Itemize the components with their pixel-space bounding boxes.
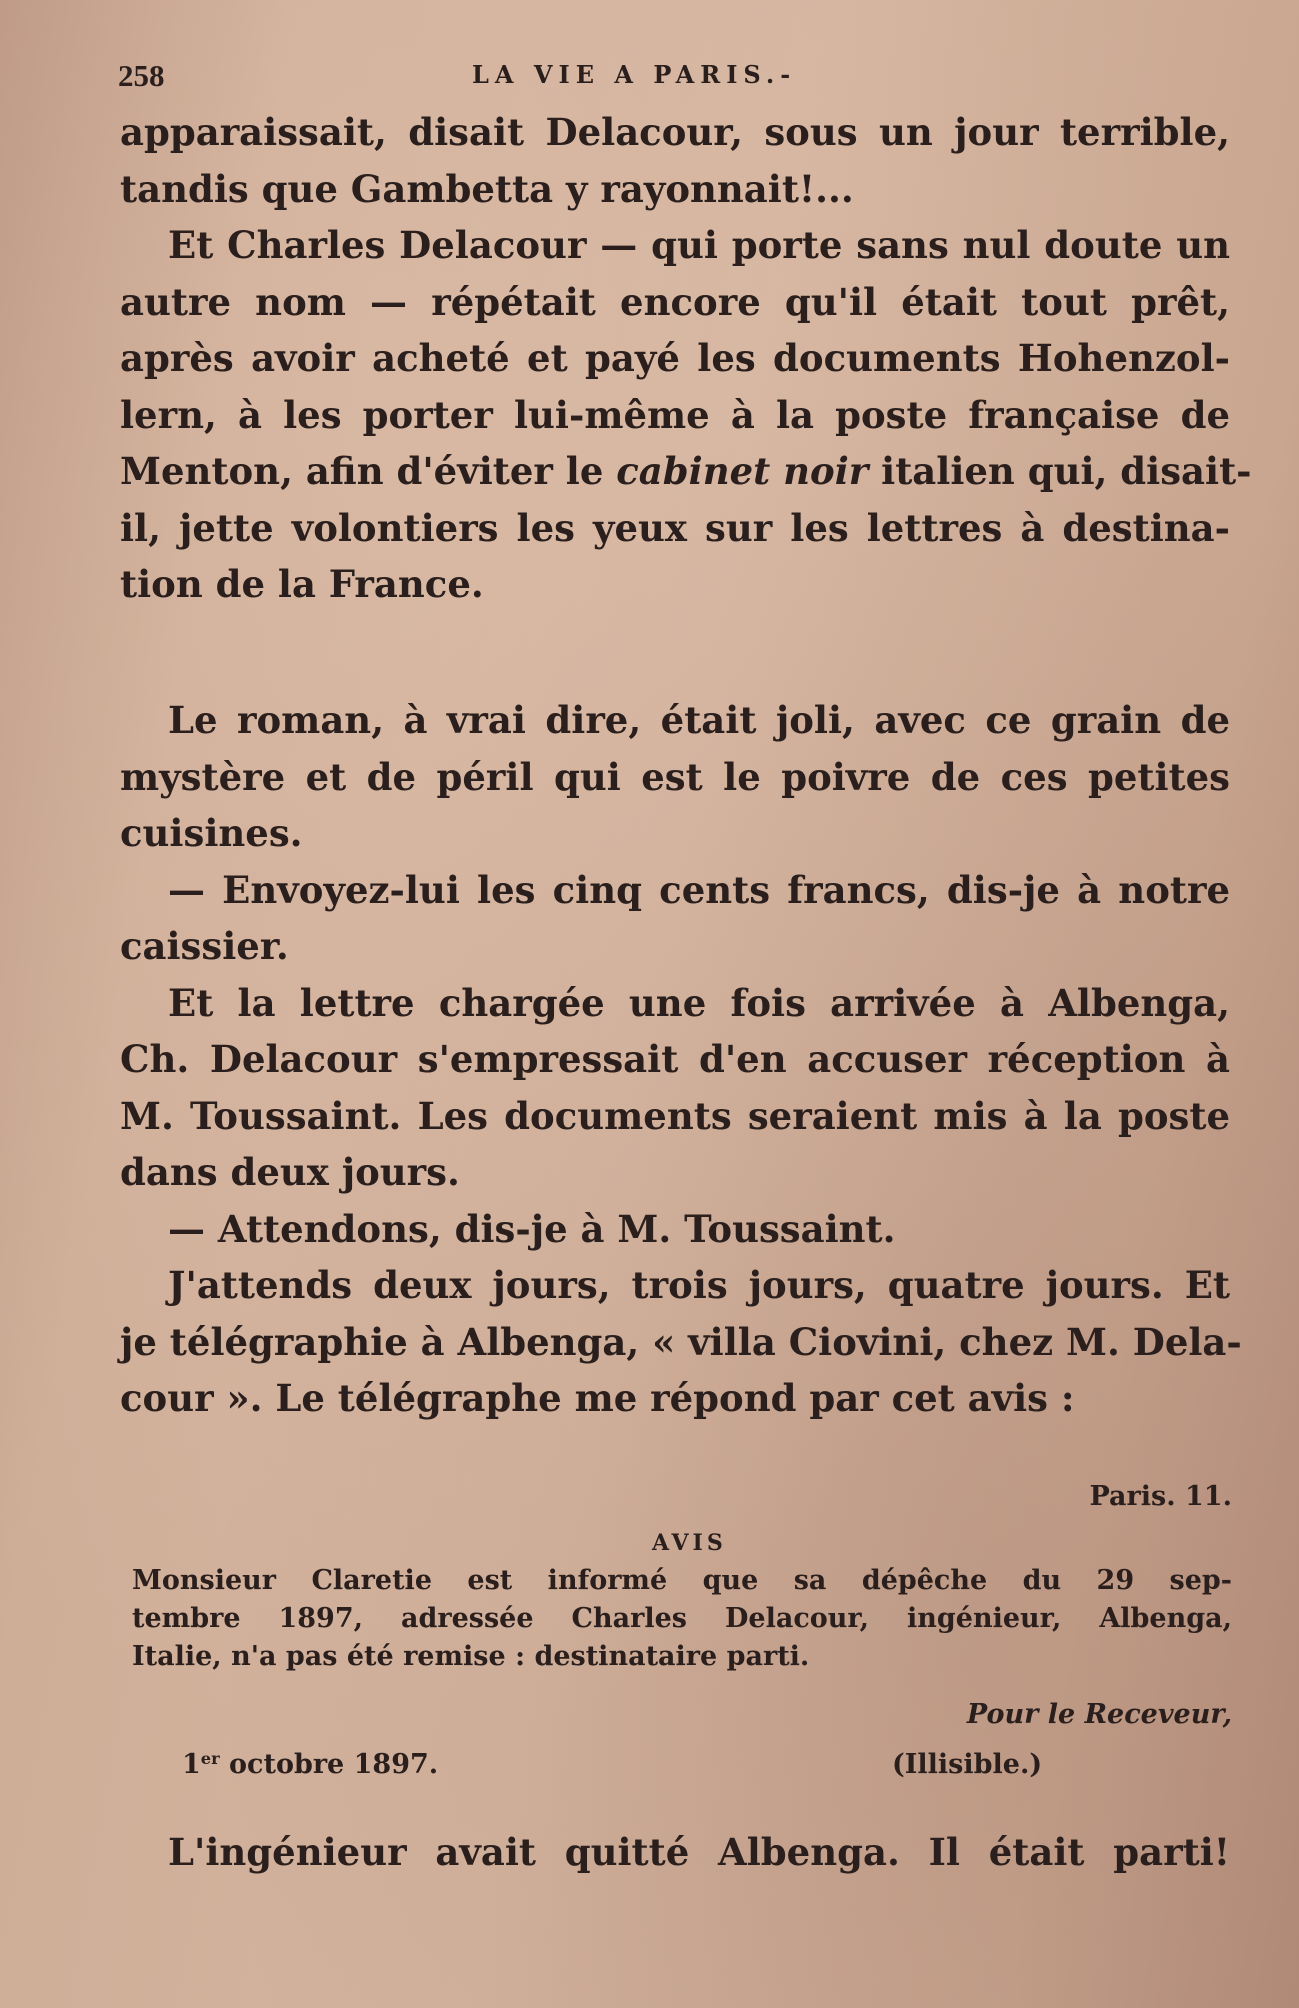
text-line: — Attendons, dis-je à M. Toussaint. xyxy=(168,1206,896,1251)
text-line: dans deux jours. xyxy=(120,1150,460,1194)
text-line: il, jette volontiers les yeux sur les lettres à destina- xyxy=(120,505,1230,550)
text-line: cuisines. xyxy=(120,811,303,855)
date-rest: octobre 1897. xyxy=(219,1749,439,1780)
telegraph-notice xyxy=(132,1478,1232,1798)
text-line: apparaissait, disait Delacour, sous un jour terrible, xyxy=(120,110,1230,154)
notice-title: AVIS xyxy=(652,1530,727,1556)
text-line: L'ingénieur avait quitté Albenga. Il était parti! xyxy=(168,1830,1230,1874)
text-line: autre nom — répétait encore qu'il était tout prêt, xyxy=(120,279,1230,324)
date-superscript: er xyxy=(200,1749,220,1769)
notice-line: Italie, n'a pas été remise : destinataire parti. xyxy=(132,1641,810,1672)
date-day: 1 xyxy=(182,1749,201,1780)
running-title: LA VIE A PARIS.- xyxy=(472,60,797,89)
notice-signed-date xyxy=(182,1746,438,1784)
notice-place-date: Paris. 11. xyxy=(1089,1481,1232,1512)
notice-line: Monsieur Claretie est informé que sa dépêche du 29 sep- xyxy=(132,1565,1232,1596)
text-line: tandis que Gambetta y rayonnait!... xyxy=(120,166,854,211)
text-line: — Envoyez-lui les cinq cents francs, dis-je à notre xyxy=(168,867,1230,912)
paragraph-block-2 xyxy=(120,692,1242,1427)
text-line: caissier. xyxy=(120,924,289,968)
text-line: lern, à les porter lui-même à la poste française de xyxy=(120,392,1230,437)
closing-paragraph xyxy=(120,1824,1230,1881)
notice-body xyxy=(132,1562,1232,1676)
text-line: tion de la France. xyxy=(120,562,484,606)
signature-name: (Illisible.) xyxy=(892,1749,1043,1780)
text-line: Le roman, à vrai dire, était joli, avec ce grain de xyxy=(168,698,1230,742)
signature-role: Pour le Receveur, xyxy=(966,1699,1232,1730)
text-line: cour ». Le télégraphe me répond par cet avis : xyxy=(120,1376,1075,1420)
text-line: M. Toussaint. Les documents seraient mis à la poste xyxy=(120,1093,1230,1138)
page-number: 258 xyxy=(118,58,165,93)
text-segment: italien qui, disait- xyxy=(868,449,1252,493)
text-line: Et la lettre chargée une fois arrivée à Albenga, xyxy=(168,980,1230,1025)
text-line: après avoir acheté et payé les documents Hohenzol- xyxy=(120,336,1230,380)
text-line: J'attends deux jours, trois jours, quatre jours. Et xyxy=(168,1263,1230,1307)
running-head xyxy=(118,58,1238,98)
text-line: Et Charles Delacour — qui porte sans nul doute un xyxy=(168,223,1230,267)
text-line: je télégraphie à Albenga, « villa Ciovini, chez M. Dela- xyxy=(120,1319,1242,1364)
text-segment: Menton, afin d'éviter le xyxy=(120,449,617,493)
text-line-with-italic xyxy=(120,443,1252,500)
paragraph-block-1 xyxy=(120,104,1252,613)
text-line: Ch. Delacour s'empressait d'en accuser réception à xyxy=(120,1037,1230,1081)
notice-line: tembre 1897, adressée Charles Delacour, ingénieur, Albenga, xyxy=(132,1603,1232,1634)
italic-phrase: cabinet noir xyxy=(616,449,869,493)
text-line: mystère et de péril qui est le poivre de ces petites xyxy=(120,754,1230,799)
